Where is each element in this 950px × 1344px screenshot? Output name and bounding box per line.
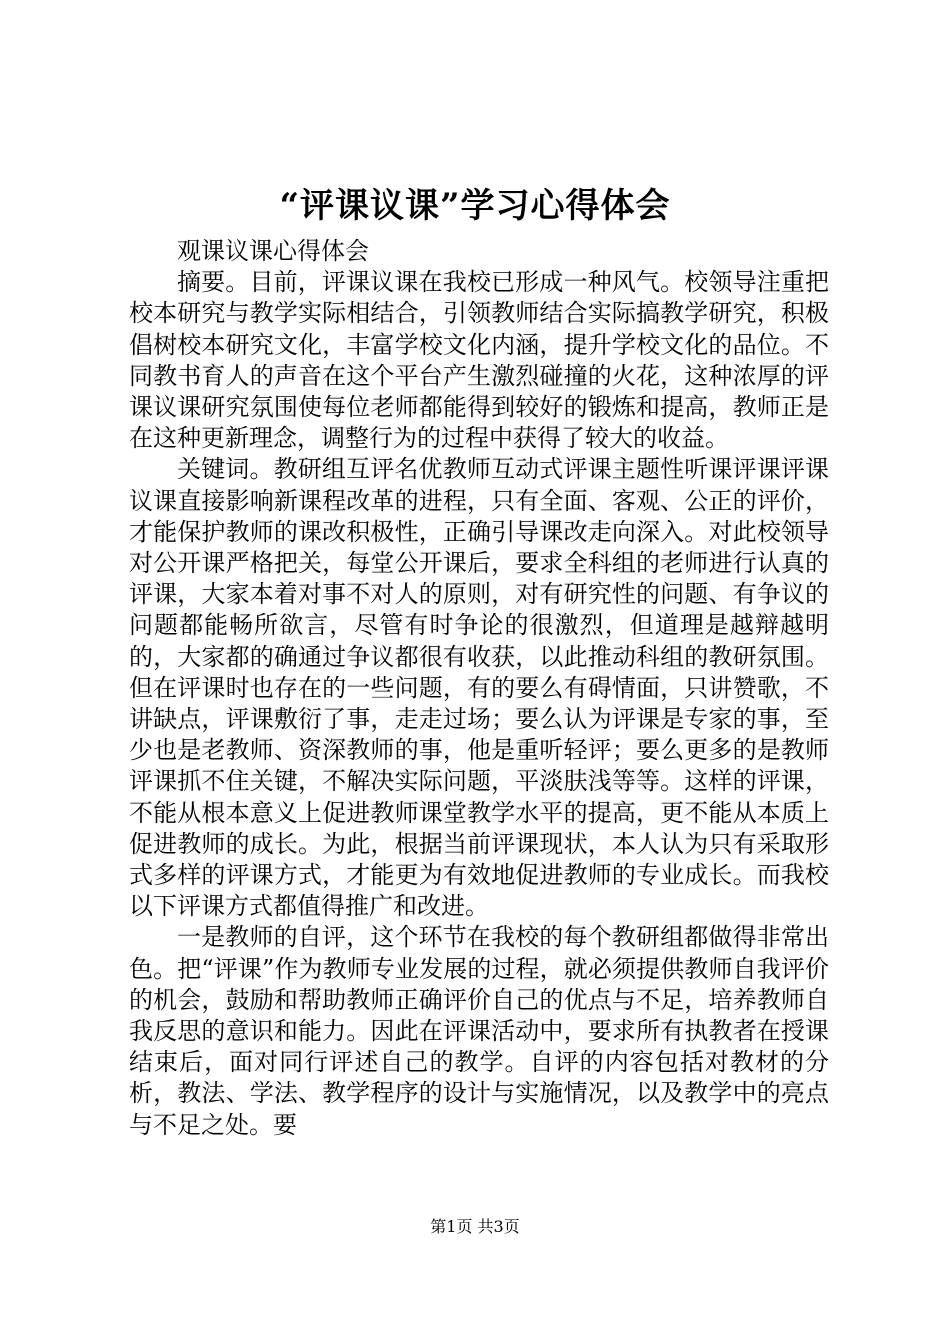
- page-number-footer: 第1页 共3页: [430, 1217, 520, 1236]
- paragraph-self-evaluation: 一是教师的自评，这个环节在我校的每个教研组都做得非常出色。把“评课”作为教师专业发展的过程，就必须提供教师自我评价的机会，鼓励和帮助教师正确评价自己的优点与不足，培养教师自我反思的意识和能力。因此在评课活动中，要求所有执教者在授课结束后，面对同行评述自己的教学。自评的内容包括对教材的分析，教法、学法、教学程序的设计与实施情况，以及教学中的亮点与不足之处。要: [129, 923, 829, 1139]
- paragraph-abstract: 摘要。目前，评课议课在我校已形成一种风气。校领导注重把校本研究与教学实际相结合，引领教师结合实际搞教学研究，积极倡树校本研究文化，丰富学校文化内涵，提升学校文化的品位。不同教书育人的声音在这个平台产生激烈碰撞的火花，这种浓厚的评课议课研究氛围使每位老师都能得到较好的锻炼和提高，教师正是在这种更新理念，调整行为的过程中获得了较大的收益。: [129, 268, 829, 453]
- document-subtitle: 观课议课心得体会: [177, 237, 369, 265]
- document-body: [129, 236, 829, 1141]
- document-title: “评课议课”学习心得体会: [279, 186, 671, 226]
- paragraph-keywords: 关键词。教研组互评名优教师互动式评课主题性听课评课评课议课直接影响新课程改革的进程，只有全面、客观、公正的评价，才能保护教师的课改积极性，正确引导课改走向深入。对此校领导对公开课严格把关，每堂公开课后，要求全科组的老师进行认真的评课，大家本着对事不对人的原则，对有研究性的问题、有争议的问题都能畅所欲言，尽管有时争论的很激烈，但道理是越辩越明的，大家都的确通过争议都很有收获，以此推动科组的教研氛围。但在评课时也存在的一些问题，有的要么有碍情面，只讲赞歌，不讲缺点，评课敷衍了事，走走过场；要么认为评课是专家的事，至少也是老教师、资深教师的事，他是重听轻评；要么更多的是教师评课抓不住关键，不解决实际问题，平淡肤浅等等。这样的评课，不能从根本意义上促进教师课堂教学水平的提高，更不能从本质上促进教师的成长。为此，根据当前评课现状，本人认为只有采取形式多样的评课方式，才能更为有效地促进教师的专业成长。而我校以下评课方式都值得推广和改进。: [129, 455, 829, 921]
